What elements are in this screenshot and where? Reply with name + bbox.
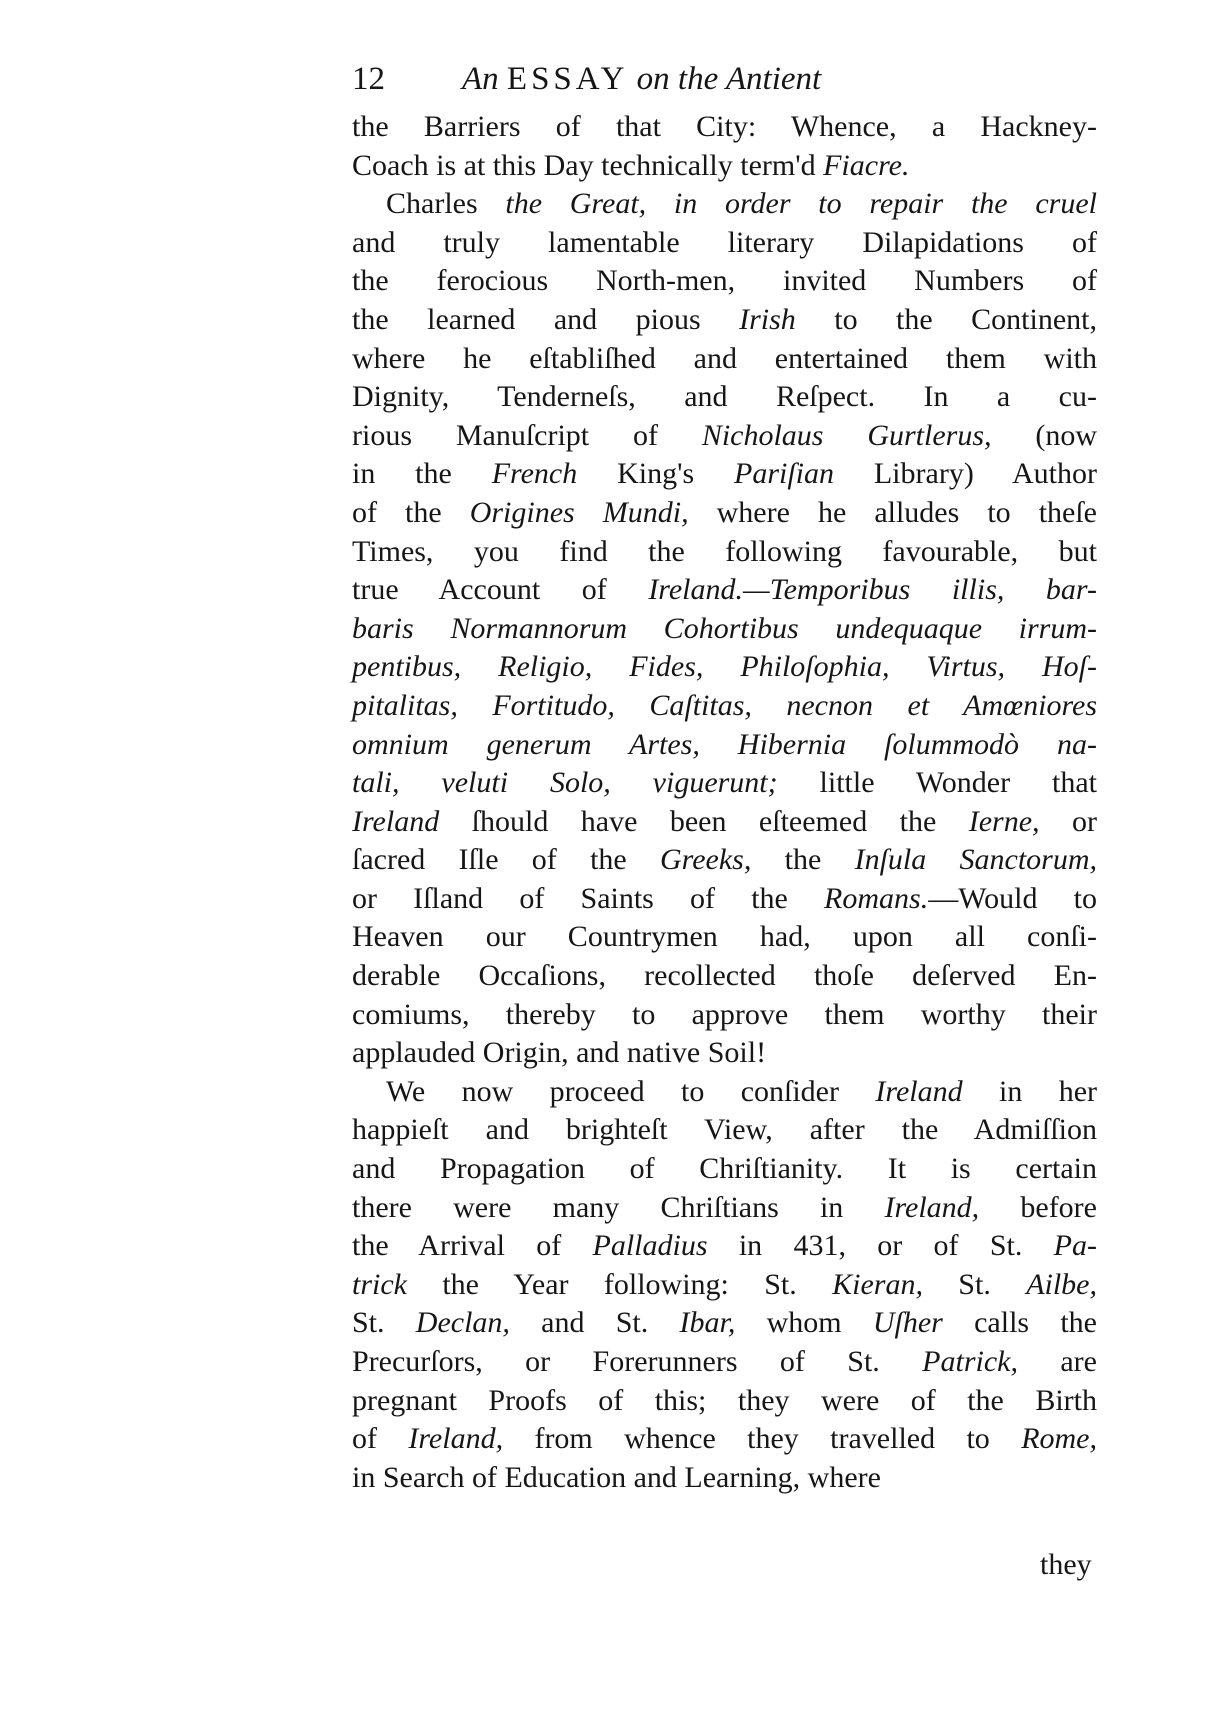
italic-run: Irish xyxy=(739,302,796,336)
roman-run: Heaven our Countrymen had, upon all conſi- xyxy=(352,920,1097,954)
roman-run: King's xyxy=(577,457,734,491)
page-number: 12 xyxy=(352,61,385,97)
roman-run: comiums, thereby to approve them worthy their xyxy=(352,997,1097,1031)
text-line xyxy=(352,687,1097,726)
text-line xyxy=(352,1304,1097,1343)
roman-run: or xyxy=(1039,804,1097,838)
roman-run: the Barriers of that City: Whence, a Hackney- xyxy=(352,110,1097,143)
roman-run: derable Occaſions, recollected thoſe deſerved En- xyxy=(352,959,1097,993)
text-line xyxy=(352,1227,1097,1266)
text-line xyxy=(352,185,1097,224)
roman-run: Charles xyxy=(386,187,478,221)
italic-run: Pariſian xyxy=(734,457,835,491)
roman-run: where he alludes to theſe xyxy=(688,495,1098,529)
text-line xyxy=(352,224,1097,263)
roman-run: little Wonder that xyxy=(777,766,1097,800)
roman-run: and Propagation of Chriſtianity. It is certain xyxy=(352,1152,1097,1186)
roman-run: We now proceed to conſider xyxy=(386,1074,876,1108)
text-line xyxy=(352,378,1097,417)
italic-run: Declan, xyxy=(415,1306,510,1340)
text-line xyxy=(352,147,1097,186)
text-line xyxy=(352,262,1097,301)
roman-run: or Iſland of Saints of the xyxy=(352,881,825,915)
title-prefix: An xyxy=(462,61,499,97)
text-line xyxy=(352,996,1097,1035)
text-line xyxy=(352,764,1097,803)
running-title xyxy=(462,56,821,102)
italic-run: Ierne, xyxy=(968,804,1040,838)
roman-run: of the xyxy=(352,495,470,529)
roman-run: where he eſtabliſhed and entertained them with xyxy=(352,341,1097,375)
roman-run: to the Continent, xyxy=(795,302,1097,336)
text-line xyxy=(352,108,1097,147)
italic-run: Fiacre. xyxy=(823,148,910,182)
text-line xyxy=(352,1111,1097,1150)
roman-run: calls the xyxy=(942,1306,1097,1340)
italic-run: Romans. xyxy=(824,881,929,915)
roman-run: Precurſors, or Forerunners of St. xyxy=(352,1345,923,1378)
roman-run: the Year following: St. xyxy=(406,1267,833,1301)
text-line xyxy=(352,494,1097,533)
italic-run: Uſher xyxy=(872,1306,943,1340)
italic-run: baris Normannorum Cohortibus undequaque irrum- xyxy=(352,611,1097,645)
italic-run: Rome, xyxy=(1021,1422,1097,1456)
roman-run: Coach is at this Day technically term'd xyxy=(352,148,824,182)
italic-run: pentibus, Religio, Fides, Philoſophia, Virtus, Hoſ- xyxy=(352,650,1097,684)
text-line xyxy=(352,1382,1097,1421)
roman-run: in Search of Education and Learning, where xyxy=(352,1460,881,1494)
text-line xyxy=(352,1034,1097,1073)
text-line xyxy=(352,841,1097,880)
roman-run: ſacred Iſle of the xyxy=(352,843,660,877)
body-text xyxy=(352,108,1097,1497)
italic-run: omnium generum Artes, Hibernia ſolummodò na- xyxy=(352,727,1097,761)
text-line xyxy=(352,1073,1097,1112)
italic-run: Ireland.—Temporibus illis, bar- xyxy=(648,573,1097,607)
text-line xyxy=(352,957,1097,996)
roman-run: pregnant Proofs of this; they were of the Birth xyxy=(352,1383,1097,1417)
italic-run: pitalitas, Fortitudo, Caſtitas, necnon et Amœniores xyxy=(352,688,1097,722)
text-line xyxy=(352,455,1097,494)
text-line xyxy=(352,340,1097,379)
catchword: they xyxy=(1040,1548,1092,1581)
italic-run: Ireland xyxy=(875,1074,963,1108)
text-line xyxy=(352,803,1097,842)
text-line xyxy=(352,417,1097,456)
text-line xyxy=(352,533,1097,572)
italic-run: Nicholaus Gurtlerus, xyxy=(701,418,992,452)
italic-run: Kieran, xyxy=(832,1267,923,1301)
roman-run: Times, you find the following favourable, but xyxy=(352,534,1097,568)
title-main: ESSAY xyxy=(506,61,629,97)
roman-run: in 431, or of St. xyxy=(707,1229,1054,1263)
roman-run: happieſt and brighteſt View, after the Admiſſion xyxy=(352,1113,1097,1147)
text-line xyxy=(352,1189,1097,1228)
text-line xyxy=(352,880,1097,919)
roman-run: true Account of xyxy=(352,573,649,607)
text-line xyxy=(352,648,1097,687)
roman-run: before xyxy=(979,1190,1097,1224)
italic-run: tali, veluti Solo, viguerunt; xyxy=(352,766,778,800)
running-header xyxy=(352,56,972,102)
roman-run: are xyxy=(1017,1345,1097,1378)
roman-run: —Would to xyxy=(928,881,1097,915)
text-line xyxy=(352,301,1097,340)
title-suffix: on the Antient xyxy=(636,61,822,97)
roman-run: applauded Origin, and native Soil! xyxy=(352,1036,767,1070)
italic-run: trick xyxy=(352,1267,407,1301)
roman-run: (now xyxy=(991,418,1097,452)
roman-run: from whence they travelled to xyxy=(503,1422,1022,1456)
roman-run: Dignity, Tenderneſs, and Reſpect. In a cu- xyxy=(352,380,1097,414)
roman-run: rious Manuſcript of xyxy=(352,418,702,452)
italic-run: Inſula Sanctorum, xyxy=(854,843,1098,877)
text-line xyxy=(352,1420,1097,1459)
roman-run: Library) Author xyxy=(834,457,1097,491)
italic-run: Ailbe, xyxy=(1026,1267,1097,1301)
text-line xyxy=(352,1459,1097,1498)
text-line xyxy=(352,918,1097,957)
roman-run: and truly lamentable literary Dilapidations of xyxy=(352,225,1097,259)
text-line xyxy=(352,610,1097,649)
roman-run: the ferocious North-men, invited Numbers of xyxy=(352,264,1097,298)
text-line xyxy=(352,1343,1097,1382)
roman-run: the xyxy=(751,843,855,877)
text-line xyxy=(352,726,1097,765)
text-line xyxy=(352,571,1097,610)
roman-run: in the xyxy=(352,457,492,491)
italic-run: Greeks, xyxy=(660,843,752,877)
text-line xyxy=(352,1150,1097,1189)
italic-run: Ireland xyxy=(352,804,440,838)
italic-run: Patrick, xyxy=(922,1345,1018,1378)
roman-run: St. xyxy=(352,1306,416,1340)
italic-run: French xyxy=(491,457,578,491)
roman-run: there were many Chriſtians in xyxy=(352,1190,885,1224)
roman-run: the Arrival of xyxy=(352,1229,593,1263)
italic-run: Ibar, xyxy=(679,1306,736,1340)
italic-run: Ireland, xyxy=(408,1422,504,1456)
roman-run: and St. xyxy=(509,1306,680,1340)
roman-run: of xyxy=(352,1422,409,1456)
roman-run: the learned and pious xyxy=(352,302,740,336)
roman-run: ſhould have been eſteemed the xyxy=(439,804,969,838)
roman-run: St. xyxy=(922,1267,1027,1301)
italic-run: Origines Mundi, xyxy=(469,495,689,529)
italic-run: Ireland, xyxy=(884,1190,980,1224)
roman-run: whom xyxy=(735,1306,873,1340)
roman-run: in her xyxy=(962,1074,1098,1108)
italic-run: Palladius xyxy=(592,1229,708,1263)
italic-run: Pa- xyxy=(1053,1229,1097,1263)
italic-run: the Great, in order to repair the cruel xyxy=(477,187,1097,221)
text-line xyxy=(352,1266,1097,1305)
